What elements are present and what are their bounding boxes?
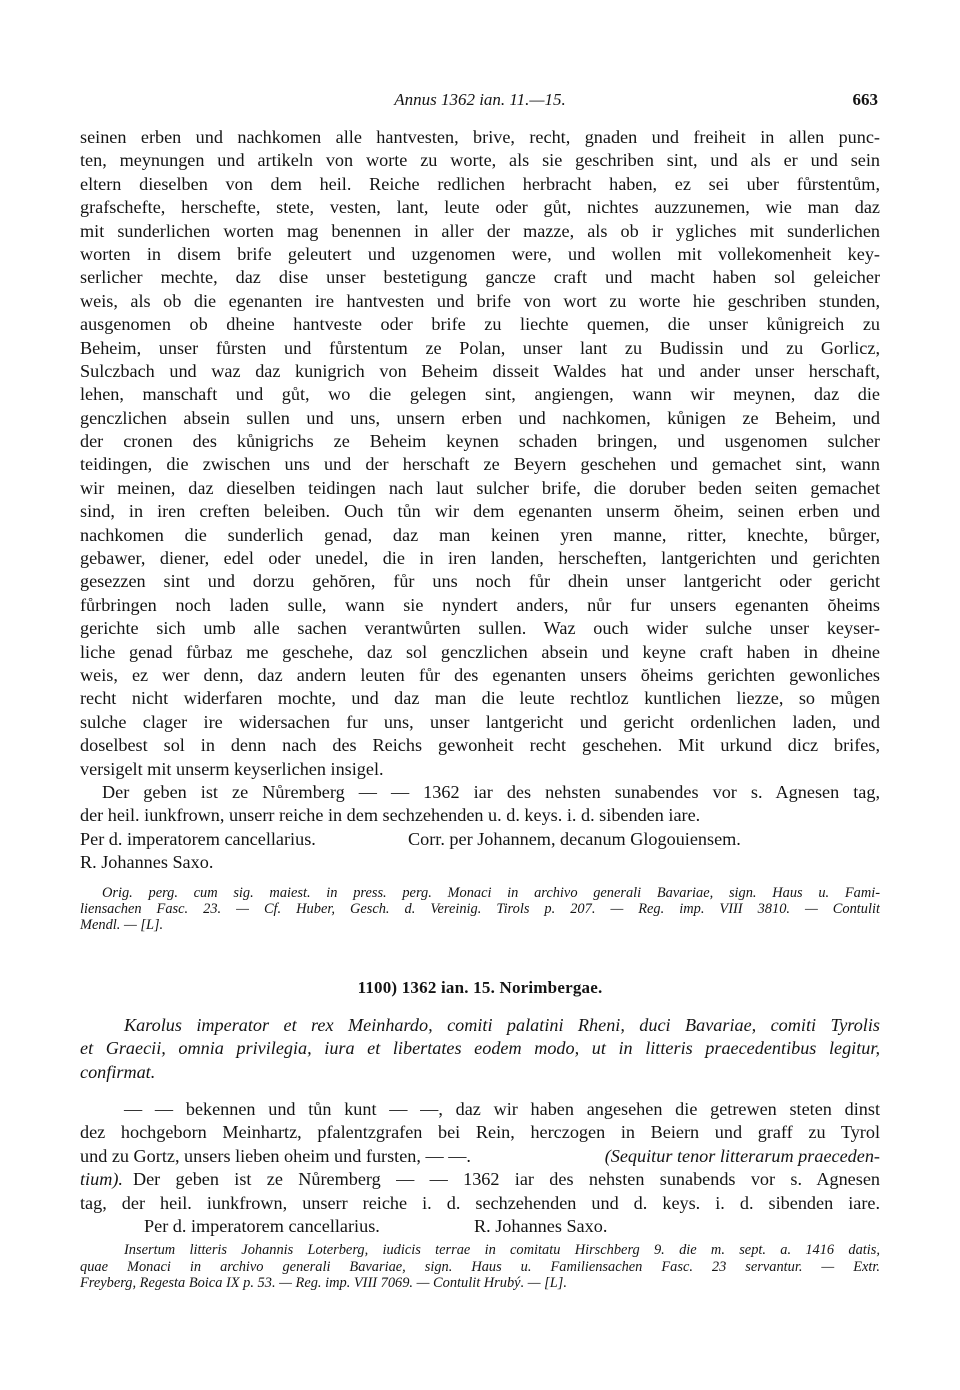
text-line: dez hochgeborn Meinhartz, pfalentzgrafen bei Rein, herczogen in Beiern und graff zu Tyrol: [80, 1122, 880, 1143]
source-note-2: [80, 1242, 880, 1291]
text-line: sind, in iren creften beleiben. Ouch tůn wir dem egenanten unserm ŏheim, seinen erben und: [80, 501, 880, 522]
text-line: versigelt mit unserm keyserlichen insigel.: [80, 758, 384, 779]
note-line: Freyberg, Regesta Boica IX p. 53. — Reg. imp. VIII 7069. — Contulit Hrubý. — [L].: [80, 1275, 567, 1292]
text-line: sulche clager ire widersachen fur uns, unser lantgericht und gericht ordenlichen laden, und: [80, 711, 880, 732]
text-line: wir meinen, daz dieselben teidingen nach laut sulcher brife, die doruber beden seiten gemachet: [80, 477, 880, 498]
regest-line: et Graecii, omnia privilegia, iura et libertates eodem modo, ut in litteris praecedentibus legitur,: [80, 1038, 880, 1059]
dating-line: tag, der heil. iunkfrown, unserr reiche i. d. sechzehenden und d. keys. i. d. sibenden iare.: [80, 1192, 880, 1213]
text-line: liche genad fůrbaz me geschehe, daz sol genczlichen absein und keyne craft haben in dheine: [80, 641, 880, 662]
registrar: R. Johannes Saxo.: [80, 852, 214, 873]
text-line: lehen, manschaft und gůt, wo die gelegen sint, angiengen, wann wir meynen, daz die: [80, 384, 880, 405]
note-line: Orig. perg. cum sig. maiest. in press. perg. Monaci in archivo generali Bavariae, sign. Haus u. Fami-: [102, 884, 880, 901]
page-number: 663: [852, 90, 878, 109]
text-line: weis, ez wer denn, daz andern leuten fůr des egenanten unsers ŏheims gerichten gewonliches: [80, 664, 880, 685]
dating-line: der heil. iunkfrown, unserr reiche in dem sechzehenden u. d. keys. i. d. sibenden iare.: [80, 805, 701, 826]
text-line: ausgenomen ob dheine hantveste oder brife zu liechte quemen, die unser kůnigreich zu: [80, 314, 880, 335]
text-line: teidingen, die zwischen uns und der herschaft ze Beyern geschehen und gemachet sint, wann: [80, 454, 880, 475]
regest: [80, 1014, 880, 1084]
text-line: gesezzen sint und dorzu gehŏren, fůr uns noch fůr dhein unser lantgericht oder gericht: [80, 571, 880, 592]
running-head: Annus 1362 ian. 11.—15.: [394, 90, 566, 109]
signature-right: R. Johannes Saxo.: [474, 1215, 608, 1236]
text-line: eltern dieselben von dem heil. Reiche redlichen herbracht haben, ez sei uber fůrstentům,: [80, 173, 880, 194]
page: [80, 88, 880, 1292]
signature-row: [80, 1215, 880, 1238]
text-line: serlicher mechte, daz dise unser bestetigung gancze craft und macht haben sol geleicher: [80, 267, 880, 288]
document-1-text: [80, 126, 880, 875]
text-line: doselbest sol in denn nach des Reichs gewonheit recht geschehen. Mit urkund dicz brifes,: [80, 735, 880, 756]
text-line: Sulczbach und waz daz kunigrich von Beheim disseit Waldes hat und ander unser herschaft,: [80, 360, 880, 381]
text-line: seinen erben und nachkomen alle hantvesten, brive, recht, gnaden und freiheit in allen punc-: [80, 127, 880, 147]
text-line: der cronen des kůnigrichs ze Beheim keynen schaden bringen, und usgenomen sulcher: [80, 431, 880, 452]
text-line: grafschefte, herschefte, stete, vesten, lant, leute oder gůt, nichtes auzzunemen, wie man daz: [80, 197, 880, 218]
signature-left: Per d. imperatorem cancellarius.: [144, 1215, 380, 1236]
text-line: recht nicht widerfaren mochte, und daz man die leute rechtloz kuntlichen liezze, so můgen: [80, 688, 880, 709]
dating-line: Der geben ist ze Nůremberg — — 1362 iar des nehsten sunabendes vor s. Agnesen tag,: [102, 781, 880, 802]
signature-left: Per d. imperatorem cancellarius.: [80, 828, 316, 849]
text-line: ten, meynungen und artikeln von worte zu worte, als sie geschriben sint, und als er und sein: [80, 150, 880, 171]
text-line: genczlichen absein sullen und uns, unsern erben und nachkomen, kůnigen ze Beheim, und: [80, 407, 880, 428]
text-line: weis, als ob die egenanten ire hantvesten und brife von wort zu worte hie geschriben stunden,: [80, 290, 880, 311]
note-line: quae Monaci in archivo generali Bavariae, sign. Haus u. Familiensachen Fasc. 23 servantur. — Extr.: [80, 1258, 880, 1275]
text-line: worten in disem brife geleutert und uzgenomen were, und wollen mit vollekomenheit key-: [80, 243, 880, 264]
sequitur-note: (Sequitur tenor litterarum praeceden-: [604, 1145, 880, 1166]
regest-line: Karolus imperator et rex Meinhardo, comiti palatini Rheni, duci Bavariae, comiti Tyrolis: [124, 1014, 880, 1035]
text-line: — — bekennen und tůn kunt — —, daz wir haben angesehen die getrewen steten dinst: [124, 1098, 880, 1119]
signature-row: [80, 828, 880, 851]
dating-text: Der geben ist ze Nůremberg — — 1362 iar des nehsten sunabends vor s. Agnesen: [132, 1169, 880, 1190]
text-line-mixed: [80, 1168, 880, 1191]
document-2-text: [80, 1098, 880, 1238]
text-line: fůrbringen noch laden sulle, wann sie nyndert anders, nůr fur unsers egenanten ŏheims: [80, 594, 880, 615]
document-heading: 1100) 1362 ian. 15. Norimbergae.: [357, 977, 603, 997]
text-line: mit sunderlichen worten mag benennen in aller der mazze, als ob ir ygliches mit sunderlichen: [80, 220, 880, 241]
text-line: gebawer, diener, edel oder unedel, die in iren landen, herscheften, lantgerichten und gerichten: [80, 548, 880, 569]
text-line: Beheim, unser fůrsten und fůrstentum ze Polan, unser lant zu Budissin und zu Gorlicz,: [80, 337, 880, 358]
text-segment: und zu Gortz, unsers lieben oheim und fursten, — —.: [80, 1145, 471, 1166]
note-line: Insertum litteris Johannis Loterberg, iudicis terrae in comitatu Hirschberg 9. die m. sept. a. 1416 datis,: [124, 1242, 880, 1259]
page-header: [80, 88, 880, 114]
text-line: nachkomen die sunderlich genad, daz man keinen yren manne, ritter, knechte, bůrger,: [80, 524, 880, 545]
note-line: Mendl. — [L].: [80, 917, 164, 934]
sequitur-note-end: tium).: [80, 1169, 123, 1190]
signature-right: Corr. per Johannem, decanum Glogouiensem.: [408, 828, 741, 849]
text-line: gerichte sich umb alle sachen verantwůrten sullen. Waz ouch wider sulche unser keyser-: [80, 618, 880, 639]
text-line-mixed: [80, 1145, 880, 1168]
regest-line: confirmat.: [80, 1061, 156, 1082]
note-line: liensachen Fasc. 23. — Cf. Huber, Gesch. d. Vereinig. Tirols p. 207. — Reg. imp. VIII 3810. — Contulit: [80, 900, 880, 917]
source-note-1: [80, 885, 880, 934]
